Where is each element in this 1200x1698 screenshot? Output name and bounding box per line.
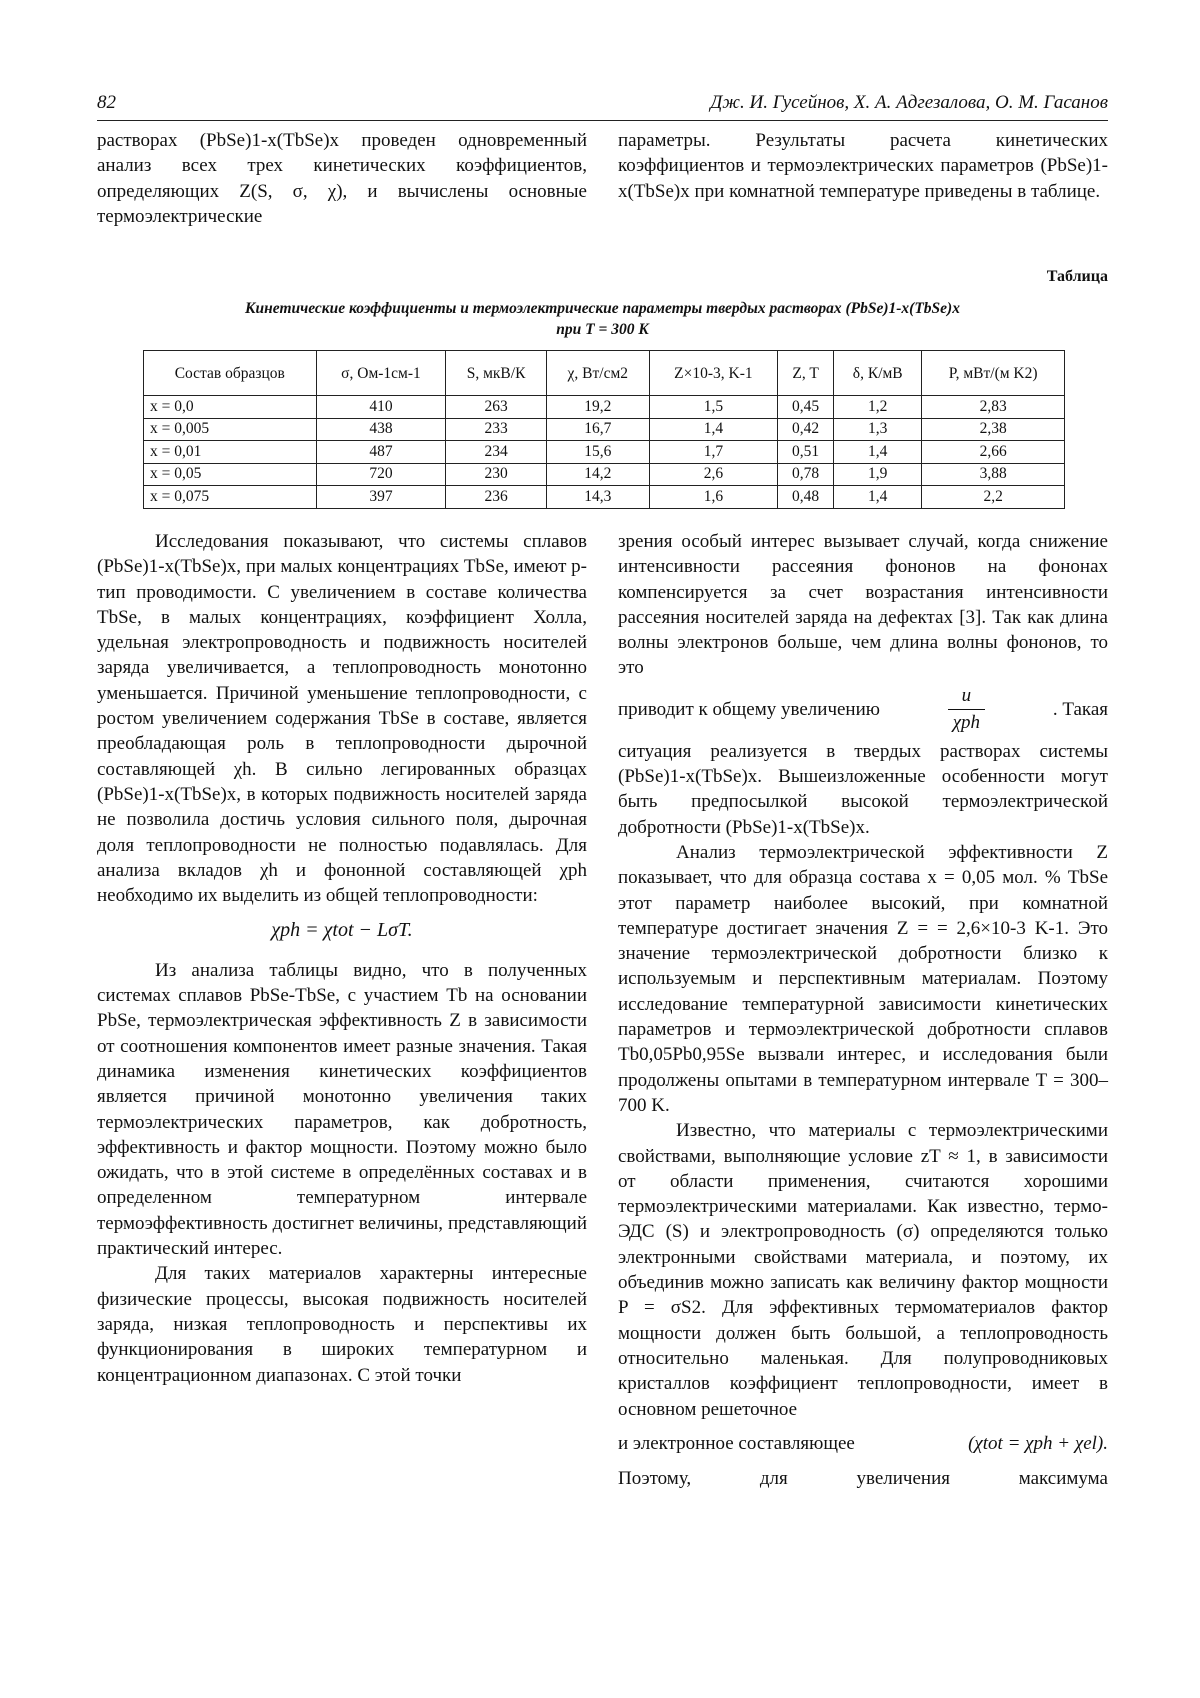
- table-cell: 1,5: [649, 396, 777, 419]
- running-header: [97, 92, 1108, 121]
- table-caption: [97, 298, 1108, 340]
- table-caption-line2: при T = 300 K: [556, 321, 649, 338]
- table-header-cell: Состав образцов: [144, 351, 317, 396]
- formula-lead-text: и электронное составляющее: [618, 1433, 855, 1455]
- right-paragraph-1b: ситуация реализуется в твердых растворах системы (PbSe)1-x(TbSe)x. Вышеизложенные особенности могут быть предпосылкой высокой термоэлектрической добротности (PbSe)1-x(TbSe)x.: [618, 740, 1108, 838]
- table-body: [144, 396, 1065, 509]
- fraction-lead-text: приводит к общему увеличению: [618, 699, 880, 721]
- fraction-trail-text: . Такая: [1052, 699, 1108, 721]
- table-header-cell: Z, T: [777, 351, 833, 396]
- fraction-line: [618, 681, 1108, 739]
- table-cell: 1,2: [834, 396, 922, 419]
- top-left-column: [97, 128, 587, 229]
- table-row: [144, 486, 1065, 509]
- table-cell: 410: [316, 396, 446, 419]
- left-paragraph-2: Из анализа таблицы видно, что в полученных системах сплавов PbSe-TbSe, с участием Tb на основании PbSe, термоэлектрическая эффективность Z в зависимости от соотношения компонентов имеет разные значения. Такая динамика изменения кинетических коэффициентов является причиной монотонно увеличения таких термоэлектрических параметров, как добротность, эффективность и фактор мощности. Поэтому можно было ожидать, что в этой системе в определённых составах и в определенном температурном интервале термоэффективность достигнет величины, представляющий практический интерес.: [97, 959, 587, 1260]
- top-left-paragraph: растворах (PbSe)1-x(TbSe)x проведен одновременный анализ всех трех кинетических коэффициентов, определяющих Z(S, σ, χ), и вычислены основные термоэлектрические: [97, 130, 587, 227]
- fraction-u-over-chi-ph: [948, 683, 986, 736]
- table-cell: 1,9: [834, 463, 922, 486]
- table-cell: 397: [316, 486, 446, 509]
- table-cell: 0,42: [777, 418, 833, 441]
- top-text: [97, 128, 1108, 229]
- fraction-numerator: u: [948, 683, 986, 710]
- right-paragraph-2: Анализ термоэлектрической эффективности Z показывает, что для образца состава x = 0,05 мол. % TbSe этот параметр наиболее высокий, при комнатной температуре достигает значения Z = = 2,6×10-3 K-1. Это значение термоэлектрической добротности близко к используемым и перспективным материалам. Поэтому исследование температурной зависимости кинетических параметров и термоэлектрической добротности сплавов Tb0,05Pb0,95Se вызвали интерес, и исследования были продолжены опытами в температурном интервале T = 300–700 K.: [618, 841, 1108, 1116]
- right-paragraph-3a: Известно, что материалы с термоэлектрическими свойствами, выполняющие условие zT ≈ 1, в зависимости от области применения, считаются хорошими термоэлектрическими материалами. Как известно, термо-ЭДС (S) и электропроводность (σ) определяются только электронными свойствами материала, и поэтому, их объединив можно записать как величину фактор мощности P = σS2. Для эффективных термоматериалов фактор мощности должен быть большой, а теплопроводность относительно маленькая. Для полупроводниковых кристаллов коэффициент теплопроводности, имеет в основном решеточное: [618, 1120, 1108, 1420]
- table-header-cell: δ, К/мВ: [834, 351, 922, 396]
- left-paragraph-3: Для таких материалов характерны интересные физические процессы, высокая подвижность носителей заряда, низкая теплопроводность и перспективы их функционирования в широких температурном и концентрационном диапазонах. С этой точки: [97, 1263, 587, 1386]
- table-cell: 2,66: [922, 441, 1065, 464]
- table-label: Таблица: [1046, 268, 1108, 285]
- table-cell: x = 0,0: [144, 396, 317, 419]
- table-row: [144, 441, 1065, 464]
- table-cell: x = 0,05: [144, 463, 317, 486]
- thermal-conductivity-line: [618, 1422, 1108, 1466]
- fraction-denominator: χph: [952, 712, 981, 734]
- table-cell: 1,4: [649, 418, 777, 441]
- table-cell: 1,4: [834, 441, 922, 464]
- table-cell: 1,4: [834, 486, 922, 509]
- table-header-cell: S, мкВ/К: [446, 351, 546, 396]
- table-cell: 2,6: [649, 463, 777, 486]
- table-row: [144, 396, 1065, 419]
- table-cell: 234: [446, 441, 546, 464]
- table-cell: 2,2: [922, 486, 1065, 509]
- table-cell: 0,51: [777, 441, 833, 464]
- table-cell: 487: [316, 441, 446, 464]
- table-cell: 15,6: [546, 441, 649, 464]
- table-cell: 0,45: [777, 396, 833, 419]
- table-cell: 236: [446, 486, 546, 509]
- formula-chi-tot: (χtot = χph + χel).: [968, 1433, 1108, 1455]
- top-right-paragraph: параметры. Результаты расчета кинетических коэффициентов и термоэлектрических параметров (PbSe)1-x(TbSe)x при комнатной температуре приведены в таблице.: [618, 130, 1108, 202]
- table-cell: 438: [316, 418, 446, 441]
- right-paragraph-1a: зрения особый интерес вызывает случай, когда снижение интенсивности рассеяния фононов на фононах компенсируется за счет возрастания интенсивности рассеяния носителей заряда на дефектах [3]. Так как длина волны электронов больше, чем длина волны фононов, то это: [618, 531, 1108, 679]
- table-cell: 0,78: [777, 463, 833, 486]
- table-cell: 3,88: [922, 463, 1065, 486]
- table-cell: x = 0,01: [144, 441, 317, 464]
- main-text: [97, 529, 1108, 1491]
- left-paragraph-1: Исследования показывают, что системы сплавов (PbSe)1-x(TbSe)x, при малых концентрациях TbSe, имеют p-тип проводимости. С увеличением в составе количества TbSe, в малых концентрациях, коэффициент Холла, удельная электропроводность и подвижность носителей заряда увеличивается, а теплопроводность монотонно уменьшается. Причиной уменьшение теплопроводности, с ростом увеличением содержания TbSe в составе, является преобладающая роль в теплопроводности дырочной составляющей χh. В сильно легированных образцах (PbSe)1-x(TbSe)x, в которых подвижность носителей заряда не позволила достичь условия сильного поля, дырочная доля теплопроводности не полностью подавлялась. Для анализа вкладов χh и фононной составляющей χph необходимо их выделить из общей теплопроводности:: [97, 531, 587, 907]
- paper-page: [97, 0, 1108, 1698]
- right-paragraph-3b: Поэтому, для увеличения максимума: [618, 1467, 1108, 1489]
- table-cell: 263: [446, 396, 546, 419]
- top-right-column: [618, 128, 1108, 229]
- table-cell: 16,7: [546, 418, 649, 441]
- table-header-cell: Z×10-3, K-1: [649, 351, 777, 396]
- table-header-cell: σ, Ом-1см-1: [316, 351, 446, 396]
- table-cell: 0,48: [777, 486, 833, 509]
- table-cell: 19,2: [546, 396, 649, 419]
- results-table: [143, 350, 1065, 509]
- table-cell: 1,3: [834, 418, 922, 441]
- table-header-cell: P, мВт/(м K2): [922, 351, 1065, 396]
- running-authors: Дж. И. Гусейнов, Х. А. Адгезалова, О. М. Гасанов: [710, 92, 1108, 113]
- table-cell: 230: [446, 463, 546, 486]
- table-row: [144, 463, 1065, 486]
- table-cell: 233: [446, 418, 546, 441]
- table-cell: 14,2: [546, 463, 649, 486]
- right-column: [618, 529, 1108, 1491]
- table-cell: x = 0,075: [144, 486, 317, 509]
- table-cell: 14,3: [546, 486, 649, 509]
- table-cell: 720: [316, 463, 446, 486]
- table-cell: 1,6: [649, 486, 777, 509]
- formula-chi-ph: χph = χtot − LσT.: [271, 919, 413, 942]
- table-row: [144, 418, 1065, 441]
- table-caption-line1: Кинетические коэффициенты и термоэлектрические параметры твердых растворах (PbSe)1-x(TbSe)x: [245, 300, 960, 317]
- page-number: 82: [97, 92, 116, 113]
- left-column: [97, 529, 587, 1491]
- table-header-row: [144, 351, 1065, 396]
- table-header-cell: χ, Вт/см2: [546, 351, 649, 396]
- table-cell: x = 0,005: [144, 418, 317, 441]
- table-cell: 2,83: [922, 396, 1065, 419]
- table-cell: 1,7: [649, 441, 777, 464]
- table-cell: 2,38: [922, 418, 1065, 441]
